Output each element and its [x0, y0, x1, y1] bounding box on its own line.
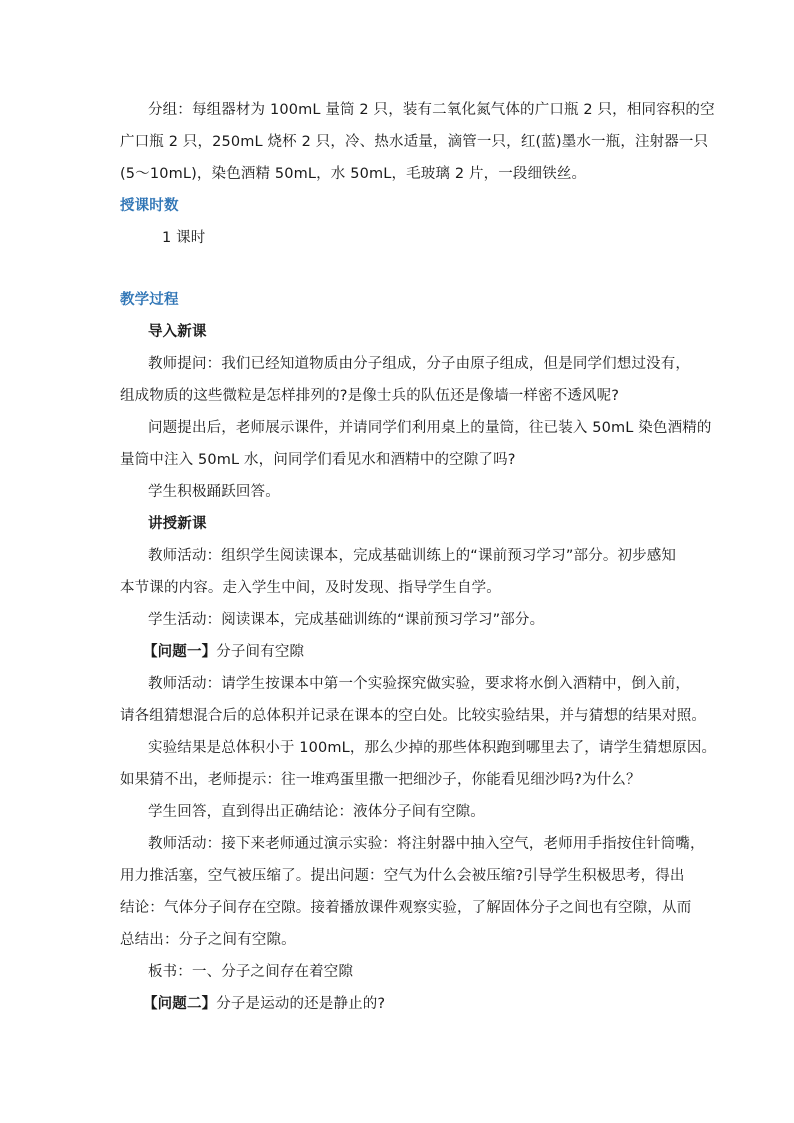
teaching-process-heading: 教学过程 [120, 292, 179, 308]
paragraph-line: 结论：气体分子间存在空隙。接着播放课件观察实验，了解固体分子之间也有空隙，从而 [120, 900, 692, 916]
intro-heading: 导入新课 [148, 324, 207, 340]
question-two-text: 分子是运动的还是静止的? [216, 996, 386, 1012]
paragraph-line: 总结出：分子之间有空隙。 [120, 932, 296, 948]
question-one-text: 分子间有空隙 [216, 644, 305, 660]
new-lesson-heading: 讲授新课 [148, 516, 207, 532]
paragraph-line: 学生回答，直到得出正确结论：液体分子间有空隙。 [148, 804, 485, 820]
paragraph-line: 请各组猜想混合后的总体积并记录在课本的空白处。比较实验结果，并与猜想的结果对照。 [120, 708, 706, 724]
class-hours-heading: 授课时数 [120, 198, 179, 214]
question-two-heading [143, 994, 703, 1014]
paragraph-line: 学生积极踊跃回答。 [148, 484, 280, 500]
paragraph-line: 教师提问：我们已经知道物质由分子组成，分子由原子组成，但是同学们想过没有， [148, 356, 691, 372]
materials-line-2: 广口瓶 2 只，250mL 烧杯 2 只，冷、热水适量，滴管一只，红(蓝)墨水一瓶，注射器一只 [120, 134, 709, 150]
paragraph-line: 组成物质的这些微粒是怎样排列的?是像士兵的队伍还是像墙一样密不透风呢? [120, 388, 620, 404]
board-note: 板书：一、分子之间存在着空隙 [148, 964, 354, 980]
materials-line-1: 分组：每组器材为 100mL 量筒 2 只，装有二氧化氮气体的广口瓶 2 只，相同容积的空 [148, 102, 715, 118]
paragraph-line: 本节课的内容。走入学生中间，及时发现、指导学生自学。 [120, 580, 501, 596]
paragraph-line: 问题提出后，老师展示课件，并请同学们利用桌上的量筒，往已装入 50mL 染色酒精的 [148, 420, 712, 436]
class-hours-value: 1 课时 [162, 230, 206, 246]
paragraph-line: 教师活动：请学生按课本中第一个实验探究做实验，要求将水倒入酒精中，倒入前， [148, 676, 691, 692]
paragraph-line: 教师活动：接下来老师通过演示实验：将注射器中抽入空气，老师用手指按住针筒嘴， [148, 836, 705, 852]
paragraph-line: 量筒中注入 50mL 水，问同学们看见水和酒精中的空隙了吗? [120, 452, 516, 468]
paragraph-line: 实验结果是总体积小于 100mL，那么少掉的那些体积跑到哪里去了，请学生猜想原因。 [148, 740, 717, 756]
paragraph-line: 如果猜不出，老师提示：往一堆鸡蛋里撒一把细沙子，你能看见细沙吗?为什么？ [120, 772, 641, 788]
paragraph-line: 教师活动：组织学生阅读课本，完成基础训练上的“课前预习学习”部分。初步感知 [148, 548, 677, 564]
paragraph-line: 学生活动：阅读课本，完成基础训练的“课前预习学习”部分。 [148, 612, 545, 628]
question-one-tag: 【问题一】 [143, 644, 217, 660]
materials-line-3: (5～10mL)，染色酒精 50mL，水 50mL，毛玻璃 2 片，一段细铁丝。 [120, 166, 587, 182]
question-two-tag: 【问题二】 [143, 996, 217, 1012]
paragraph-line: 用力推活塞，空气被压缩了。提出问题：空气为什么会被压缩?引导学生积极思考，得出 [120, 868, 685, 884]
question-one-heading [143, 642, 703, 662]
